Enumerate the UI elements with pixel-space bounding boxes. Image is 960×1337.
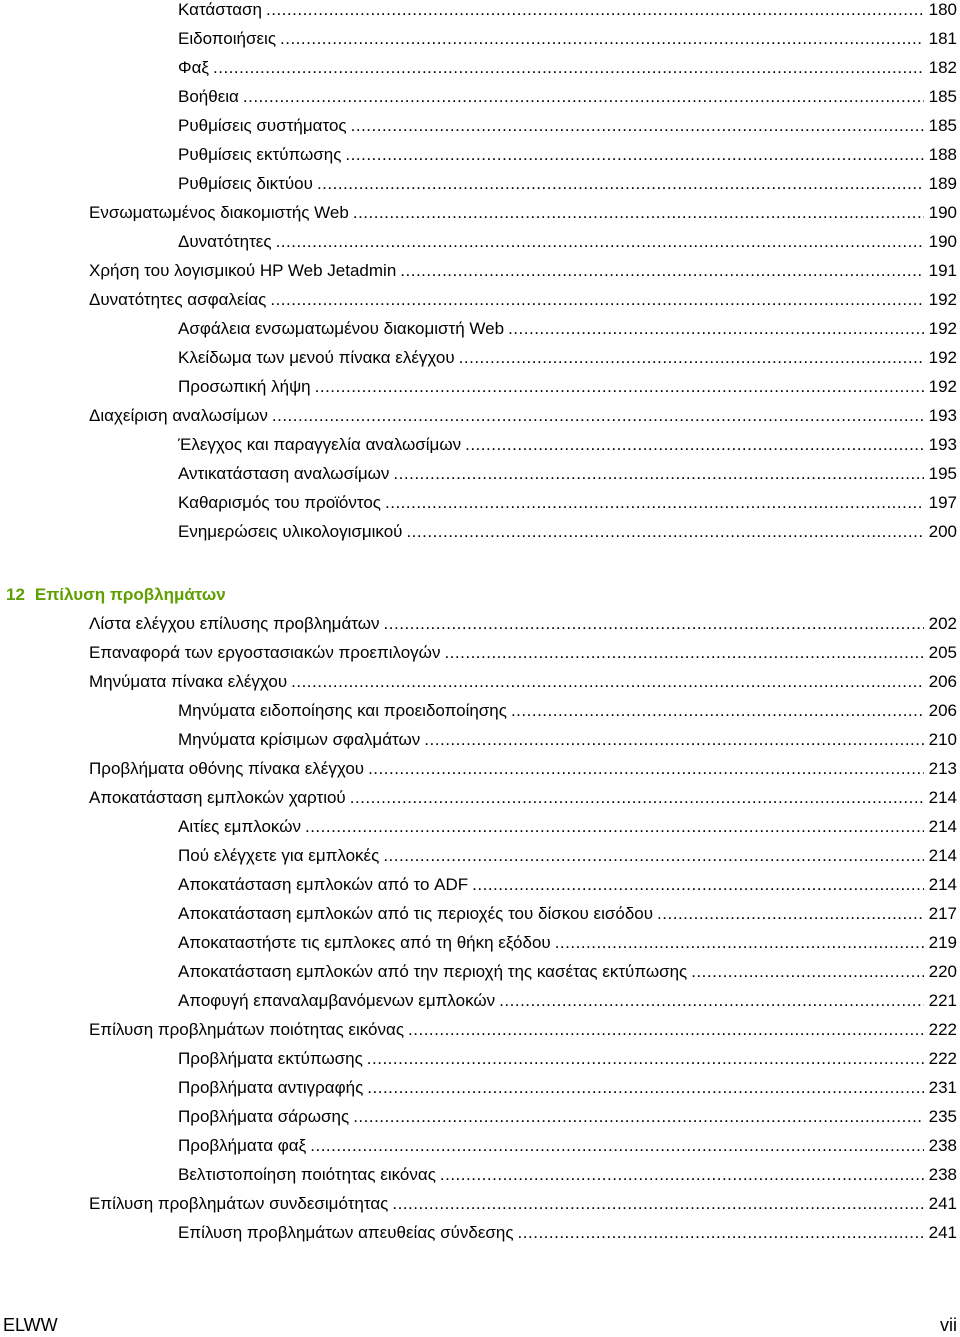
toc-entry-title: Πού ελέγχετε για εμπλοκές — [178, 846, 380, 865]
dot-leader — [315, 374, 924, 400]
toc-entry-title: Αποκατάσταση εμπλοκών από την περιοχή της κασέτας εκτύπωσης — [178, 962, 688, 981]
toc-entry[interactable] — [178, 1162, 957, 1188]
dot-leader — [213, 55, 924, 81]
toc-entry-page: 191 — [928, 261, 957, 280]
toc-entry-title: Βοήθεια — [178, 87, 239, 106]
dot-leader — [392, 1191, 923, 1217]
toc-entry-page: 213 — [928, 759, 957, 778]
toc-entry-page: 206 — [928, 672, 957, 691]
dot-leader — [367, 1075, 923, 1101]
dot-leader — [424, 727, 923, 753]
toc-entry-page: 185 — [928, 87, 957, 106]
toc-entry[interactable] — [178, 930, 957, 956]
toc-entry[interactable] — [178, 1046, 957, 1072]
dot-leader — [345, 142, 923, 168]
dot-leader — [440, 1162, 924, 1188]
dot-leader — [353, 1104, 923, 1130]
toc-entry-page: 190 — [928, 203, 957, 222]
toc-entry-page: 235 — [928, 1107, 957, 1126]
dot-leader — [657, 901, 924, 927]
dot-leader — [367, 1046, 924, 1072]
toc-entry[interactable] — [178, 814, 957, 840]
toc-entry[interactable] — [89, 1191, 957, 1217]
toc-entry[interactable] — [178, 1075, 957, 1101]
dot-leader — [266, 0, 924, 23]
toc-entry-title: Αντικατάσταση αναλωσίμων — [178, 464, 390, 483]
toc-entry-page: 189 — [928, 174, 957, 193]
dot-leader — [270, 287, 923, 313]
dot-leader — [276, 229, 924, 255]
toc-entry[interactable] — [178, 843, 957, 869]
toc-entry-page: 214 — [928, 788, 957, 807]
toc-entry-title: Κατάσταση — [178, 0, 263, 19]
toc-entry[interactable] — [178, 872, 957, 898]
toc-entry-title: Προσωπική λήψη — [178, 377, 311, 396]
toc-entry[interactable] — [178, 1220, 957, 1246]
toc-entry-title: Δυνατότητες — [178, 232, 272, 251]
toc-entry-page: 181 — [928, 29, 957, 48]
toc-entry[interactable] — [178, 727, 957, 753]
toc-entry-title: Καθαρισμός του προϊόντος — [178, 493, 382, 512]
toc-entry-title: Επίλυση προβλημάτων απευθείας σύνδεσης — [178, 1223, 514, 1242]
dot-leader — [465, 432, 924, 458]
toc-entry-title: Προβλήματα εκτύπωσης — [178, 1049, 363, 1068]
toc-entry-title: Κλείδωμα των μενού πίνακα ελέγχου — [178, 348, 455, 367]
toc-entry[interactable] — [178, 432, 957, 458]
dot-leader — [243, 84, 924, 110]
dot-leader — [350, 785, 924, 811]
toc-entry[interactable] — [178, 171, 957, 197]
toc-entry-title: Αποκατάσταση εμπλοκών από τις περιοχές του δίσκου εισόδου — [178, 904, 654, 923]
dot-leader — [310, 1133, 923, 1159]
toc-entry-title: Μηνύματα κρίσιμων σφαλμάτων — [178, 730, 421, 749]
toc-entry-title: Χρήση του λογισμικού HP Web Jetadmin — [89, 261, 397, 280]
dot-leader — [351, 113, 924, 139]
toc-entry-title: Ρυθμίσεις δικτύου — [178, 174, 313, 193]
toc-entry-page: 192 — [928, 377, 957, 396]
toc-entry-title: Προβλήματα φαξ — [178, 1136, 307, 1155]
dot-leader — [555, 930, 924, 956]
dot-leader — [408, 1017, 924, 1043]
dot-leader — [511, 698, 924, 724]
chapter-heading[interactable] — [6, 582, 226, 608]
toc-entry-page: 210 — [928, 730, 957, 749]
toc-entry-title: Φαξ — [178, 58, 210, 77]
toc-entry-title: Δυνατότητες ασφαλείας — [89, 290, 267, 309]
toc-entry[interactable] — [89, 1017, 957, 1043]
toc-entry-title: Ασφάλεια ενσωματωμένου διακομιστή Web — [178, 319, 505, 338]
dot-leader — [472, 872, 923, 898]
toc-entry[interactable] — [89, 258, 957, 284]
dot-leader — [499, 988, 923, 1014]
toc-entry-title: Αποκατάσταση εμπλοκών χαρτιού — [89, 788, 346, 807]
toc-entry[interactable] — [178, 345, 957, 371]
toc-entry-page: 214 — [928, 846, 957, 865]
dot-leader — [353, 200, 924, 226]
toc-entry-title: Επίλυση προβλημάτων ποιότητας εικόνας — [89, 1020, 405, 1039]
toc-entry-title: Επίλυση προβλημάτων συνδεσιμότητας — [89, 1194, 389, 1213]
toc-entry-title: Προβλήματα αντιγραφής — [178, 1078, 364, 1097]
dot-leader — [272, 403, 924, 429]
toc-entry-page: 241 — [928, 1194, 957, 1213]
toc-entry-page: 221 — [928, 991, 957, 1010]
toc-entry-title: Διαχείριση αναλωσίμων — [89, 406, 268, 425]
toc-entry-page: 205 — [928, 643, 957, 662]
toc-entry-page: 182 — [928, 58, 957, 77]
toc-entry-title: Έλεγχος και παραγγελία αναλωσίμων — [178, 435, 462, 454]
toc-entry-title: Προβλήματα σάρωσης — [178, 1107, 350, 1126]
toc-entry-page: 238 — [928, 1165, 957, 1184]
toc-entry[interactable] — [89, 200, 957, 226]
toc-entry[interactable] — [89, 756, 957, 782]
toc-entry-title: Αποφυγή επαναλαμβανόμενων εμπλοκών — [178, 991, 496, 1010]
toc-entry-page: 222 — [928, 1020, 957, 1039]
toc-entry-title: Επαναφορά των εργοστασιακών προεπιλογών — [89, 643, 441, 662]
toc-entry-page: 231 — [928, 1078, 957, 1097]
toc-entry[interactable] — [178, 0, 957, 23]
toc-entry-page: 195 — [928, 464, 957, 483]
toc-entry-page: 206 — [928, 701, 957, 720]
toc-entry-page: 192 — [928, 319, 957, 338]
dot-leader — [305, 814, 924, 840]
footer-doc-id: ELWW — [3, 1315, 58, 1335]
toc-entry-page: 192 — [928, 290, 957, 309]
toc-entry[interactable] — [178, 316, 957, 342]
dot-leader — [317, 171, 924, 197]
toc-entry-page: 238 — [928, 1136, 957, 1155]
toc-entry[interactable] — [89, 785, 957, 811]
toc-entry-page: 180 — [928, 0, 957, 19]
toc-entry[interactable] — [178, 142, 957, 168]
chapter-number: 12 — [6, 585, 25, 604]
toc-entry[interactable] — [178, 698, 957, 724]
toc-entry-title: Μηνύματα ειδοποίησης και προειδοποίησης — [178, 701, 507, 720]
toc-entry[interactable] — [178, 374, 957, 400]
toc-entry[interactable] — [178, 461, 957, 487]
toc-entry[interactable] — [89, 640, 957, 666]
toc-entry-page: 185 — [928, 116, 957, 135]
toc-entry-title: Λίστα ελέγχου επίλυσης προβλημάτων — [89, 614, 380, 633]
toc-entry-title: Ρυθμίσεις εκτύπωσης — [178, 145, 342, 164]
toc-entry-page: 193 — [928, 406, 957, 425]
toc-entry-page: 197 — [928, 493, 957, 512]
dot-leader — [368, 756, 924, 782]
toc-entry-page: 217 — [928, 904, 957, 923]
toc-entry-page: 188 — [928, 145, 957, 164]
dot-leader — [280, 26, 924, 52]
toc-entry-page: 241 — [928, 1223, 957, 1242]
footer-page-number: vii — [940, 1315, 957, 1335]
dot-leader — [459, 345, 924, 371]
toc-entry[interactable] — [89, 669, 957, 695]
toc-entry[interactable] — [178, 490, 957, 516]
toc-entry[interactable] — [178, 55, 957, 81]
toc-entry-page: 219 — [928, 933, 957, 952]
toc-entry[interactable] — [178, 84, 957, 110]
toc-entry-title: Προβλήματα οθόνης πίνακα ελέγχου — [89, 759, 365, 778]
toc-entry-page: 222 — [928, 1049, 957, 1068]
toc-entry-page: 200 — [928, 522, 957, 541]
toc-entry-page: 214 — [928, 817, 957, 836]
toc-entry[interactable] — [89, 611, 957, 637]
toc-entry-title: Αποκατάσταση εμπλοκών από το ADF — [178, 875, 469, 894]
toc-entry-title: Αποκαταστήστε τις εμπλοκες από τη θήκη εξόδου — [178, 933, 551, 952]
toc-entry-page: 214 — [928, 875, 957, 894]
toc-entry[interactable] — [89, 403, 957, 429]
toc-entry-title: Μηνύματα πίνακα ελέγχου — [89, 672, 288, 691]
toc-entry-title: Βελτιστοποίηση ποιότητας εικόνας — [178, 1165, 436, 1184]
toc-entry-page: 190 — [928, 232, 957, 251]
dot-leader — [444, 640, 923, 666]
dot-leader — [384, 611, 924, 637]
dot-leader — [508, 316, 924, 342]
dot-leader — [385, 490, 924, 516]
toc-entry[interactable] — [178, 959, 957, 985]
toc-entry[interactable] — [89, 287, 957, 313]
dot-leader — [291, 669, 924, 695]
toc-entry-page: 193 — [928, 435, 957, 454]
toc-entry[interactable] — [178, 901, 957, 927]
toc-entry-title: Ενημερώσεις υλικολογισμικού — [178, 522, 403, 541]
toc-entry-page: 202 — [928, 614, 957, 633]
toc-entry[interactable] — [178, 1104, 957, 1130]
chapter-title: Επίλυση προβλημάτων — [34, 585, 226, 604]
toc-entry-title: Ρυθμίσεις συστήματος — [178, 116, 347, 135]
toc-entry-title: Αιτίες εμπλοκών — [178, 817, 301, 836]
dot-leader — [518, 1220, 924, 1246]
dot-leader — [406, 519, 923, 545]
toc-entry[interactable] — [178, 988, 957, 1014]
toc-entry[interactable] — [178, 113, 957, 139]
toc-entry[interactable] — [178, 229, 957, 255]
toc-entry-page: 220 — [928, 962, 957, 981]
dot-leader — [383, 843, 923, 869]
dot-leader — [393, 461, 923, 487]
toc-entry-title: Ενσωματωμένος διακομιστής Web — [89, 203, 349, 222]
dot-leader — [400, 258, 923, 284]
toc-entry-page: 192 — [928, 348, 957, 367]
toc-entry[interactable] — [178, 519, 957, 545]
dot-leader — [691, 959, 923, 985]
toc-entry[interactable] — [178, 26, 957, 52]
toc-entry[interactable] — [178, 1133, 957, 1159]
toc-entry-title: Ειδοποιήσεις — [178, 29, 277, 48]
